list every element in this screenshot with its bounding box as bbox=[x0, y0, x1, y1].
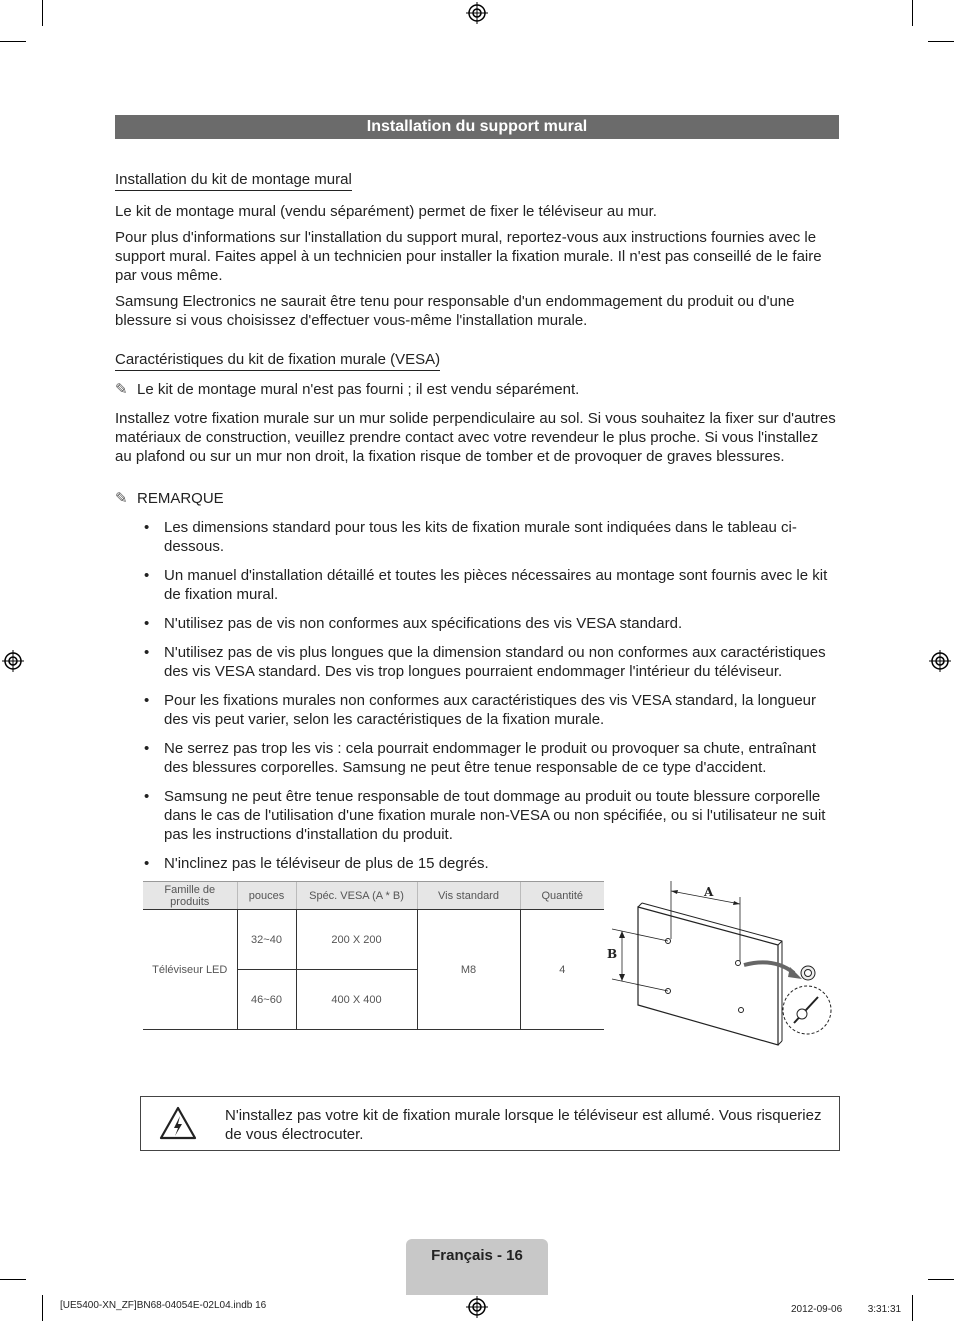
list-item: • Pour les fixations murales non conformes aux caractéristiques des vis VESA standard, la longueur des vis peut varier, selon les caractéristiques de la fixation murale. bbox=[144, 692, 817, 728]
crop-mark bbox=[42, 1295, 43, 1321]
paragraph: Le kit de montage mural (vendu séparément) permet de fixer le téléviseur au mur. bbox=[115, 203, 657, 220]
column-header: Spéc. VESA (A * B) bbox=[296, 882, 417, 910]
column-header: pouces bbox=[237, 882, 296, 910]
warning-text: N'installez pas votre kit de fixation murale lorsque le téléviseur est allumé. Vous risqueriez de vous électrocuter. bbox=[225, 1107, 822, 1143]
note-text: Le kit de montage mural n'est pas fourni ; il est vendu séparément. bbox=[137, 381, 580, 398]
paragraph: Pour plus d'informations sur l'installation du support mural, reportez-vous aux instructions fournies avec le support mural. Faites appel à un technicien pour installer la fixation murale. Il n'est pas conseillé de le faire par vous même. bbox=[115, 229, 822, 284]
table-cell: 32~40 bbox=[237, 910, 296, 970]
list-item: • Ne serrez pas trop les vis : cela pourrait endommager le produit ou provoquer sa chute, entraînant des blessures corporelles. Samsung ne peut être tenue responsable de ce type d'accident. bbox=[144, 740, 817, 776]
electric-warning-icon bbox=[159, 1105, 197, 1141]
list-item: • Samsung ne peut être tenue responsable de tout dommage au produit ou toute blessure corporelle dans le cas de l'utilisation d'une fixation murale non-VESA ou non spécifiée, ou si l'utilisateur ne suit pas les instructions d'installation du produit. bbox=[144, 788, 826, 843]
column-header: Famille de produits bbox=[143, 882, 237, 910]
section-title: Installation du support mural bbox=[115, 115, 839, 139]
imprint-date: 2012-09-06 3:31:31 bbox=[791, 1304, 902, 1315]
registration-mark-icon bbox=[466, 2, 488, 24]
column-header: Quantité bbox=[520, 882, 604, 910]
registration-mark-icon bbox=[466, 1296, 488, 1318]
crop-mark bbox=[912, 0, 913, 26]
note bbox=[115, 380, 579, 399]
table-cell: M8 bbox=[417, 910, 520, 1030]
crop-mark bbox=[42, 0, 43, 26]
subsection-heading: Caractéristiques du kit de fixation murale (VESA) bbox=[115, 351, 440, 371]
page-number-tab: Français - 16 bbox=[406, 1239, 548, 1295]
imprint-file: [UE5400-XN_ZF]BN68-04054E-02L04.indb 16 bbox=[60, 1300, 267, 1311]
list-item-text: Ne serrez pas trop les vis : cela pourrait endommager le produit ou provoquer sa chute, entraînant des blessures corporelles. Samsung ne peut être tenue responsable de ce type d'accident. bbox=[164, 740, 817, 776]
table-cell: Téléviseur LED bbox=[143, 910, 237, 1030]
list-item: • N'inclinez pas le téléviseur de plus de 15 degrés. bbox=[144, 855, 489, 872]
dimension-label-a: A bbox=[704, 885, 714, 899]
list-item: • N'utilisez pas de vis plus longues que la dimension standard ou non conformes aux caractéristiques des vis VESA standard. Des vis trop longues pourraient endommager l'intérieur du téléviseur. bbox=[144, 644, 826, 680]
list-item: • Un manuel d'installation détaillé et toutes les pièces nécessaires au montage sont fournis avec le kit de fixation mural. bbox=[144, 567, 828, 603]
pencil-note-icon: ✎ bbox=[115, 381, 128, 398]
crop-mark bbox=[928, 41, 954, 42]
paragraph: Installez votre fixation murale sur un mur solide perpendiculaire au sol. Si vous souhaitez la fixer sur d'autres matériaux de construction, veuillez prendre contact avec votre revendeur le plus proche. Si vous l'installez au plafond ou sur un mur non droit, la fixation risque de tomber et de provoquer de graves blessures. bbox=[115, 410, 836, 465]
list-item-text: Les dimensions standard pour tous les kits de fixation murale sont indiquées dans le tableau ci-dessous. bbox=[164, 519, 797, 555]
list-item-text: Pour les fixations murales non conformes aux caractéristiques des vis VESA standard, la longueur des vis peut varier, selon les caractéristiques de la fixation murale. bbox=[164, 692, 817, 728]
list-item-text: Un manuel d'installation détaillé et toutes les pièces nécessaires au montage sont fournis avec le kit de fixation mural. bbox=[164, 567, 828, 603]
crop-mark bbox=[928, 1279, 954, 1280]
list-item-text: N'utilisez pas de vis plus longues que la dimension standard ou non conformes aux caractéristiques des vis VESA standard. Des vis trop longues pourraient endommager l'intérieur du téléviseur. bbox=[164, 644, 826, 680]
crop-mark bbox=[0, 41, 26, 42]
note bbox=[115, 489, 224, 508]
dimension-label-b: B bbox=[607, 947, 618, 961]
registration-mark-icon bbox=[929, 650, 951, 672]
pencil-note-icon: ✎ bbox=[115, 490, 128, 507]
vesa-table bbox=[143, 881, 604, 1030]
bullet-list bbox=[140, 518, 840, 883]
warning-box bbox=[140, 1096, 840, 1151]
tv-mount-diagram bbox=[604, 877, 840, 1047]
table-row bbox=[143, 910, 604, 970]
table-header-row bbox=[143, 882, 604, 910]
table-cell: 46~60 bbox=[237, 970, 296, 1030]
list-item-text: N'inclinez pas le téléviseur de plus de 15 degrés. bbox=[164, 855, 489, 872]
table-cell: 400 X 400 bbox=[296, 970, 417, 1030]
list-item-text: Samsung ne peut être tenue responsable de tout dommage au produit ou toute blessure corporelle dans le cas de l'utilisation d'une fixation murale non-VESA ou non spécifiée, ou si l'utilisateur ne suit pas les instructions d'installation du produit. bbox=[164, 788, 826, 843]
table-cell: 4 bbox=[520, 910, 604, 1030]
table-cell: 200 X 200 bbox=[296, 910, 417, 970]
column-header: Vis standard bbox=[417, 882, 520, 910]
paragraph: Samsung Electronics ne saurait être tenu pour responsable d'un endommagement du produit ou d'une blessure si vous choisissez d'effectuer vous-même l'installation murale. bbox=[115, 293, 795, 329]
registration-mark-icon bbox=[2, 650, 24, 672]
list-item-text: N'utilisez pas de vis non conformes aux spécifications des vis VESA standard. bbox=[164, 615, 683, 632]
crop-mark bbox=[912, 1295, 913, 1321]
list-item: • Les dimensions standard pour tous les kits de fixation murale sont indiquées dans le tableau ci-dessous. bbox=[144, 519, 797, 555]
list-item: • N'utilisez pas de vis non conformes aux spécifications des vis VESA standard. bbox=[144, 615, 683, 632]
subsection-heading: Installation du kit de montage mural bbox=[115, 171, 352, 191]
note-text: REMARQUE bbox=[137, 490, 224, 507]
crop-mark bbox=[0, 1279, 26, 1280]
